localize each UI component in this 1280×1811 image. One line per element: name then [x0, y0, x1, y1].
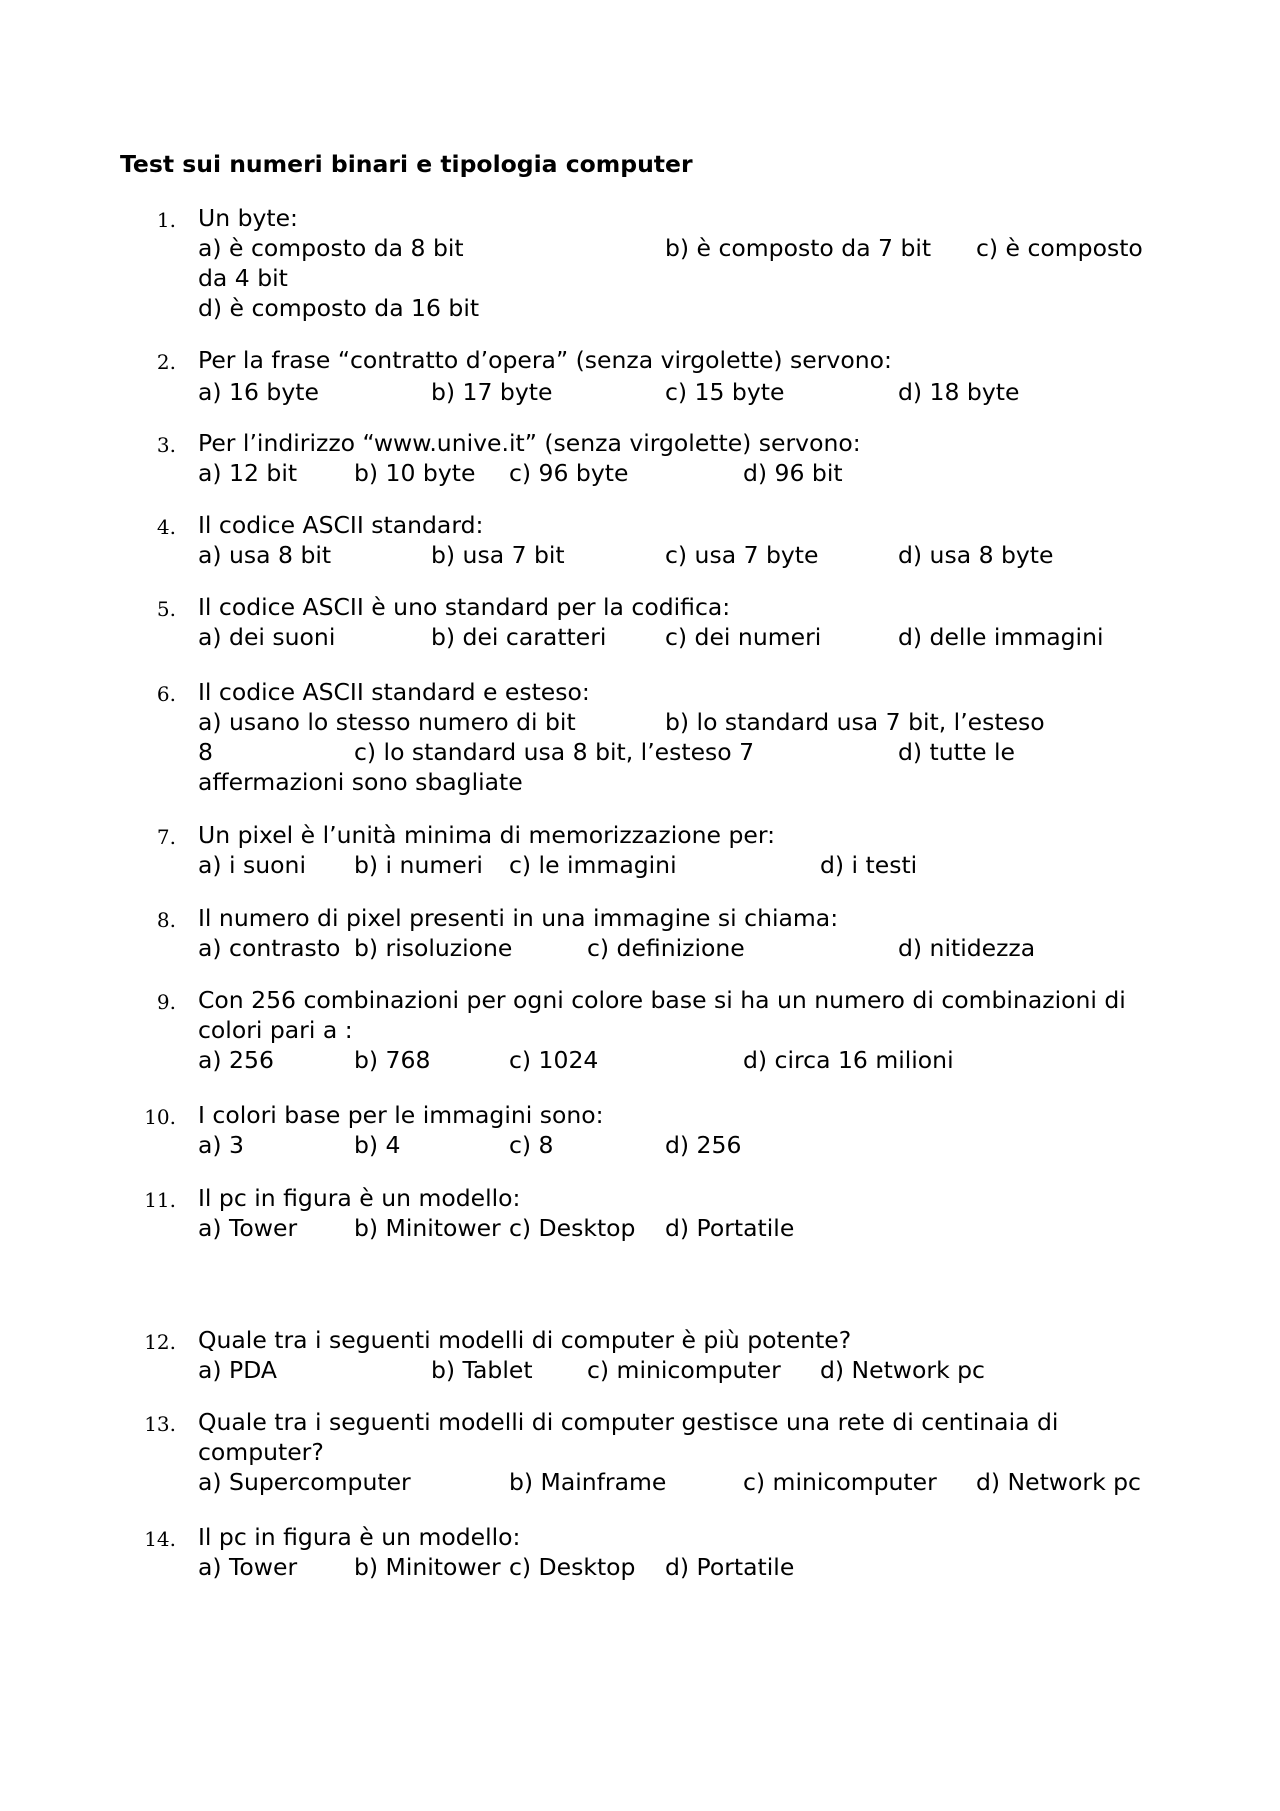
option-c: c) minicomputer: [587, 1356, 781, 1384]
question-text: Un byte:: [198, 204, 298, 232]
option-b: b) 17 byte: [431, 378, 553, 406]
option-d: d) usa 8 byte: [898, 541, 1054, 569]
option-b: b) i numeri: [354, 851, 483, 879]
option-c: c) Desktop: [509, 1553, 636, 1581]
question-number: 4.: [156, 515, 176, 539]
option-c: c) minicomputer: [743, 1468, 937, 1496]
option-c: c) 1024: [509, 1046, 599, 1074]
option-d: d) 256: [665, 1131, 742, 1159]
option-a: a) 3: [198, 1131, 244, 1159]
option-b: b) Minitower: [354, 1553, 501, 1581]
option-d: d) Network pc: [976, 1468, 1141, 1496]
option-a: a) usa 8 bit: [198, 541, 332, 569]
question-text: Il pc in figura è un modello:: [198, 1523, 521, 1551]
option-b: b) 4: [354, 1131, 401, 1159]
question-number: 7.: [156, 825, 176, 849]
option-c: c) usa 7 byte: [665, 541, 819, 569]
option-c-start: c) è composto: [976, 234, 1143, 262]
option-b: b) risoluzione: [354, 934, 513, 962]
option-c: c) lo standard usa 8 bit, l’esteso 7: [354, 738, 755, 766]
option-c: c) le immagini: [509, 851, 677, 879]
option-a: a) i suoni: [198, 851, 306, 879]
option-d: d) Network pc: [820, 1356, 985, 1384]
option-b: b) Tablet: [431, 1356, 533, 1384]
option-d: d) i testi: [820, 851, 918, 879]
option-b-start: b) lo standard usa 7 bit, l’esteso: [665, 708, 1045, 736]
option-a: a) 256: [198, 1046, 274, 1074]
option-d: d) 96 bit: [743, 459, 843, 487]
question-text: Un pixel è l’unità minima di memorizzazione per:: [198, 821, 775, 849]
option-c: c) 8: [509, 1131, 554, 1159]
question-number: 13.: [144, 1412, 176, 1436]
option-b: b) è composto da 7 bit: [665, 234, 932, 262]
option-c: c) dei numeri: [665, 623, 822, 651]
question-text: Con 256 combinazioni per ogni colore base si ha un numero di combinazioni di colori pari a :: [198, 986, 1126, 1044]
option-b: b) Minitower: [354, 1214, 501, 1242]
option-b-continued: 8: [198, 738, 213, 766]
option-a: a) 12 bit: [198, 459, 298, 487]
option-c: c) Desktop: [509, 1214, 636, 1242]
question-number: 9.: [156, 990, 176, 1014]
option-d: d) circa 16 milioni: [743, 1046, 954, 1074]
question-number: 14.: [144, 1527, 176, 1551]
question-number: 6.: [156, 682, 176, 706]
option-a: a) Supercomputer: [198, 1468, 411, 1496]
option-a: a) PDA: [198, 1356, 277, 1384]
question-number: 5.: [156, 597, 176, 621]
option-c-continued: da 4 bit: [198, 264, 288, 292]
question-number: 8.: [156, 908, 176, 932]
question-text: Il codice ASCII standard:: [198, 511, 484, 539]
option-b: b) dei caratteri: [431, 623, 607, 651]
option-a: a) usano lo stesso numero di bit: [198, 708, 576, 736]
question-text: Il codice ASCII standard e esteso:: [198, 678, 590, 706]
option-b: b) 768: [354, 1046, 431, 1074]
question-number: 10.: [144, 1105, 176, 1129]
option-c: c) 96 byte: [509, 459, 629, 487]
option-a: a) 16 byte: [198, 378, 319, 406]
question-text: Il numero di pixel presenti in una immagine si chiama:: [198, 904, 839, 932]
question-text: Il pc in figura è un modello:: [198, 1184, 521, 1212]
option-d: d) è composto da 16 bit: [198, 294, 480, 322]
option-a: a) contrasto: [198, 934, 341, 962]
option-c: c) 15 byte: [665, 378, 785, 406]
option-d: d) nitidezza: [898, 934, 1036, 962]
option-d: d) 18 byte: [898, 378, 1020, 406]
question-number: 12.: [144, 1330, 176, 1354]
option-d: d) Portatile: [665, 1553, 795, 1581]
question-number: 1.: [156, 208, 176, 232]
question-number: 3.: [156, 433, 176, 457]
option-b: b) Mainframe: [509, 1468, 667, 1496]
option-a: a) Tower: [198, 1553, 298, 1581]
option-a: a) dei suoni: [198, 623, 336, 651]
option-b: b) 10 byte: [354, 459, 476, 487]
option-a: a) è composto da 8 bit: [198, 234, 464, 262]
question-text: Per la frase “contratto d’opera” (senza virgolette) servono:: [198, 346, 892, 374]
option-a: a) Tower: [198, 1214, 298, 1242]
question-text: Il codice ASCII è uno standard per la codifica:: [198, 593, 731, 621]
question-text: Per l’indirizzo “www.unive.it” (senza virgolette) servono:: [198, 429, 861, 457]
question-text: Quale tra i seguenti modelli di computer gestisce una rete di centinaia di computer?: [198, 1408, 1059, 1466]
option-d: d) delle immagini: [898, 623, 1104, 651]
question-text: I colori base per le immagini sono:: [198, 1101, 604, 1129]
option-d: d) Portatile: [665, 1214, 795, 1242]
option-c: c) definizione: [587, 934, 745, 962]
option-d-start: d) tutte le: [898, 738, 1016, 766]
question-text: Quale tra i seguenti modelli di computer è più potente?: [198, 1326, 852, 1354]
page-title: Test sui numeri binari e tipologia computer: [120, 150, 693, 178]
option-d-continued: affermazioni sono sbagliate: [198, 768, 523, 796]
option-b: b) usa 7 bit: [431, 541, 565, 569]
question-number: 11.: [144, 1188, 176, 1212]
question-number: 2.: [156, 350, 176, 374]
